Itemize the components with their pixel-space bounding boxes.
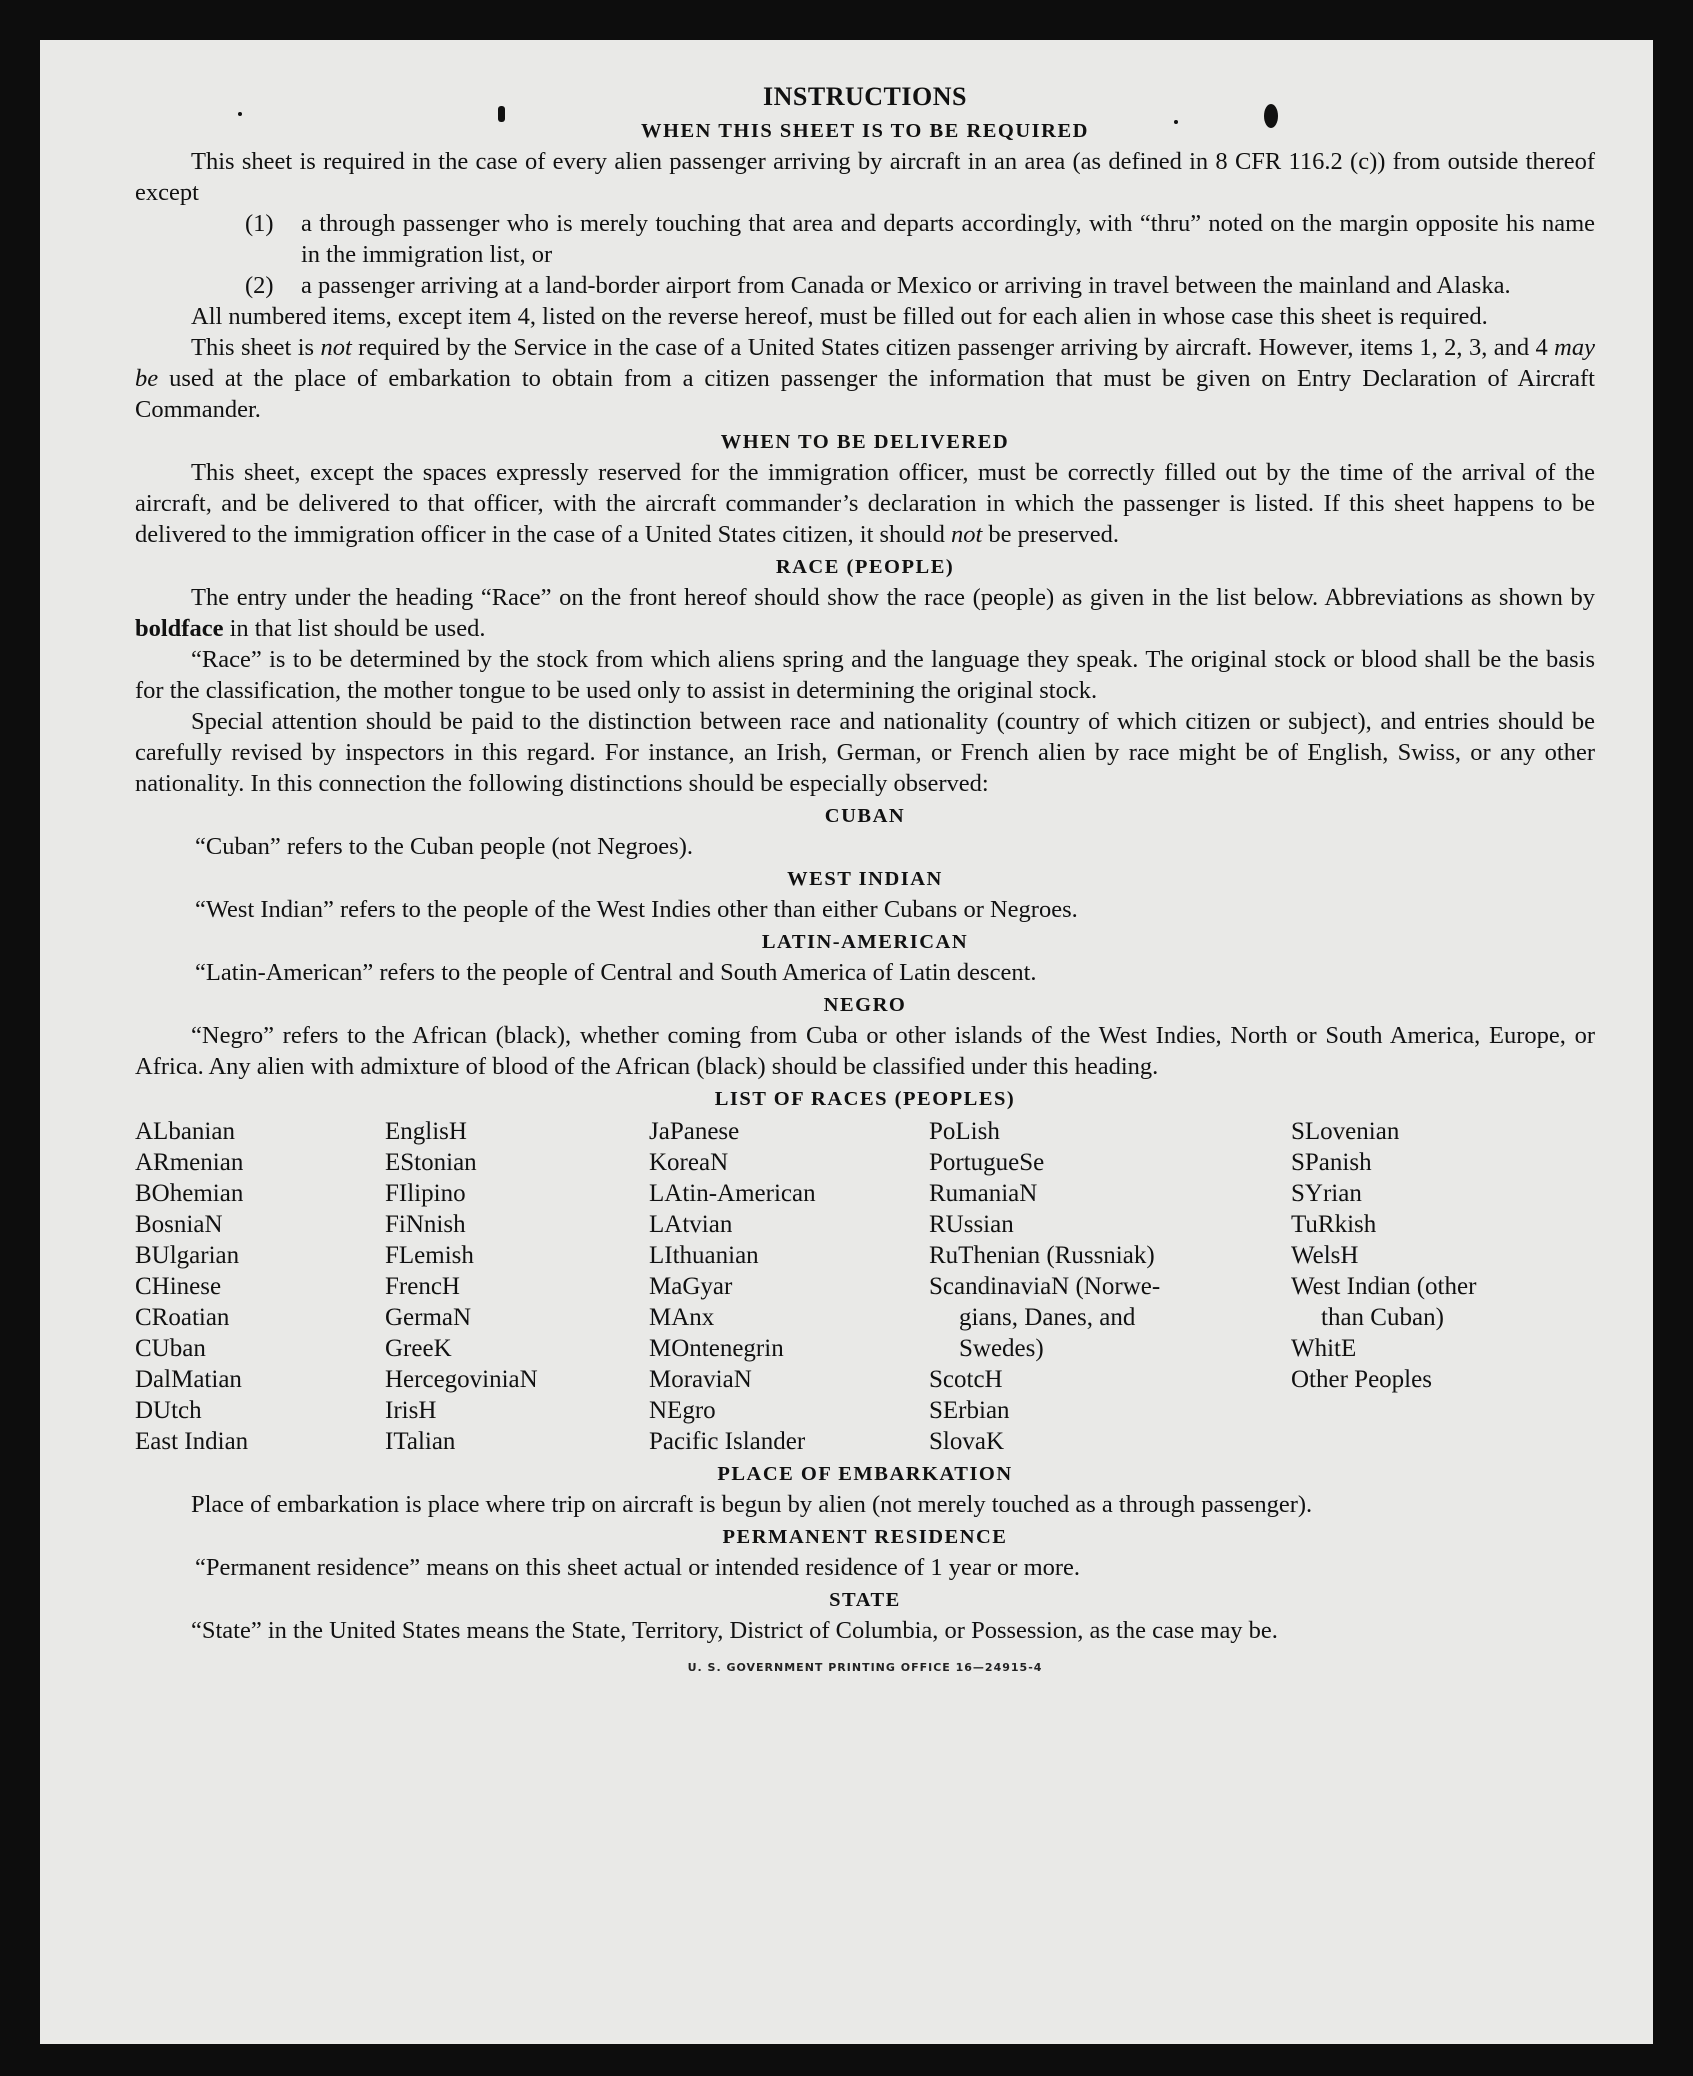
cuban-definition: “Cuban” refers to the Cuban people (not Negroes). [195, 833, 693, 860]
race-entry: CUban [135, 1335, 206, 1362]
race-entry: FiNnish [385, 1211, 466, 1238]
delivery-paragraph: This sheet, except the spaces expressly reserved for the immigration officer, must be correctly filled out by the time of the arrival of the aircraft, and be delivered to that officer, with the aircraft commander’s declaration in which the passenger is listed. If this sheet happens to be delivered to the immigration officer in the case of a United States citizen, it should not be preserved. [135, 459, 1595, 548]
race-entry: RumaniaN [929, 1180, 1038, 1207]
race-entry: LAtvian [649, 1211, 733, 1238]
heading-when-delivered: WHEN TO BE DELIVERED [720, 431, 1010, 453]
race-entry: Pacific Islander [649, 1428, 806, 1455]
item-text: a passenger arriving at a land-border airport from Canada or Mexico or arriving in travel between the mainland and Alaska. [301, 272, 1511, 299]
race-entry: EStonian [385, 1149, 477, 1176]
race-entry: GreeK [385, 1335, 452, 1362]
race-entry: MoraviaN [649, 1366, 752, 1393]
latin-american-definition: “Latin-American” refers to the people of Central and South America of Latin descent. [195, 959, 1037, 986]
page-title: INSTRUCTIONS [763, 82, 967, 111]
race-entry: RuThenian (Russniak) [929, 1242, 1155, 1269]
printer-imprint: U. S. GOVERNMENT PRINTING OFFICE 16—24915-4 [687, 1661, 1043, 1674]
document-sheet [40, 40, 1653, 2044]
race-entry: SErbian [929, 1397, 1010, 1424]
west-indian-definition: “West Indian” refers to the people of the West Indies other than either Cubans or Negroes. [195, 896, 1078, 923]
heading-west-indian: WEST INDIAN [787, 868, 943, 890]
race-entry: SlovaK [929, 1428, 1004, 1455]
race-entry: ScandinaviaN (Norwe- [929, 1273, 1161, 1300]
race-entry: PoLish [929, 1118, 1000, 1145]
race-entry: EnglisH [385, 1118, 467, 1145]
document-content [135, 80, 1595, 1683]
races-column-2 [385, 1116, 649, 1457]
numbered-items-paragraph: All numbered items, except item 4, listed on the reverse hereof, must be filled out for each alien in whose case this sheet is required. [191, 303, 1488, 330]
races-column-3 [649, 1116, 929, 1457]
race-entry: ITalian [385, 1428, 456, 1455]
race-entry: CHinese [135, 1273, 222, 1300]
race-entry: TuRkish [1291, 1211, 1377, 1238]
heading-negro: NEGRO [823, 994, 907, 1016]
race-entry: GermaN [385, 1304, 472, 1331]
race-paragraph-1: The entry under the heading “Race” on the front hereof should show the race (people) as given in the list below. Abbreviations as shown by boldface in that list should be used. [135, 584, 1595, 642]
race-entry: JaPanese [649, 1118, 740, 1145]
race-entry: LAtin-American [649, 1180, 816, 1207]
race-entry: RUssian [929, 1211, 1014, 1238]
race-entry: CRoatian [135, 1304, 230, 1331]
heading-when-required: WHEN THIS SHEET IS TO BE REQUIRED [641, 120, 1089, 142]
race-entry: NEgro [649, 1397, 716, 1424]
embarkation-definition: Place of embarkation is place where trip on aircraft is begun by alien (not merely touched as a through passenger). [191, 1491, 1313, 1518]
race-entry: LIthuanian [649, 1242, 759, 1269]
races-column-4 [929, 1116, 1291, 1457]
intro-paragraph: This sheet is required in the case of every alien passenger arriving by aircraft in an area (as defined in 8 CFR 116.2 (c)) from outside thereof except [135, 148, 1595, 206]
item-number: (2) [245, 272, 274, 299]
item-number: (1) [245, 210, 274, 237]
race-entry: MOntenegrin [649, 1335, 784, 1362]
race-entry: MAnx [649, 1304, 715, 1331]
heading-cuban: CUBAN [824, 805, 906, 827]
heading-latin-american: LATIN-AMERICAN [761, 931, 969, 953]
race-entry: West Indian (other [1291, 1273, 1477, 1300]
race-entry: Other Peoples [1291, 1366, 1432, 1393]
race-entry: WelsH [1291, 1242, 1359, 1269]
races-column-1 [135, 1116, 385, 1457]
race-entry: DalMatian [135, 1366, 242, 1393]
citizen-paragraph: This sheet is not required by the Service in the case of a United States citizen passenger arriving by aircraft. However, items 1, 2, 3, and 4 may be used at the place of embarkation to obtain from a citizen passenger the information that must be given on Entry Declaration of Aircraft Commander. [135, 334, 1595, 423]
race-entry: BOhemian [135, 1180, 244, 1207]
race-entry: SPanish [1291, 1149, 1372, 1176]
emphasis-not: not [950, 521, 983, 548]
state-definition: “State” in the United States means the State, Territory, District of Columbia, or Possession, as the case may be. [191, 1617, 1278, 1644]
race-entry: FrencH [385, 1273, 460, 1300]
race-entry: BosniaN [135, 1211, 223, 1238]
race-entry: BUlgarian [135, 1242, 240, 1269]
item-text: a through passenger who is merely touching that area and departs accordingly, with “thru” noted on the margin opposite his name in the immigration list, or [301, 210, 1595, 268]
race-entry: WhitE [1291, 1335, 1357, 1362]
race-entry: SLovenian [1291, 1118, 1400, 1145]
emphasis-boldface: boldface [135, 615, 224, 642]
residence-definition: “Permanent residence” means on this sheet actual or intended residence of 1 year or more. [195, 1554, 1081, 1581]
negro-definition: “Negro” refers to the African (black), whether coming from Cuba or other islands of the West Indies, North or South America, Europe, or Africa. Any alien with admixture of blood of the African (black) should be classified under this heading. [135, 1022, 1595, 1080]
race-entry: KoreaN [649, 1149, 729, 1176]
emphasis-may-be: may be [135, 334, 1595, 392]
heading-list-of-races: LIST OF RACES (PEOPLES) [714, 1088, 1016, 1110]
race-paragraph-3: Special attention should be paid to the distinction between race and nationality (country of which citizen or subject), and entries should be carefully revised by inspectors in this regard. For instance, an Irish, German, or French alien by race might be of English, Swiss, or any other nationality. In this connection the following distinctions should be especially observed: [135, 708, 1595, 797]
heading-race: RACE (PEOPLE) [775, 556, 955, 578]
race-entry-continuation: than Cuban) [1321, 1304, 1444, 1331]
race-entry: PortugueSe [929, 1149, 1045, 1176]
races-column-5 [1291, 1116, 1551, 1457]
race-entry: ARmenian [135, 1149, 244, 1176]
exception-item-1 [245, 208, 1595, 270]
race-entry-continuation: Swedes) [959, 1335, 1044, 1362]
race-entry: HercegoviniaN [385, 1366, 538, 1393]
race-entry: MaGyar [649, 1273, 733, 1300]
race-entry: FIlipino [385, 1180, 466, 1207]
race-paragraph-2: “Race” is to be determined by the stock from which aliens spring and the language they speak. The original stock or blood shall be the basis for the classification, the mother tongue to be used only to assist in determining the original stock. [135, 646, 1595, 704]
heading-state: STATE [829, 1589, 901, 1611]
race-entry: East Indian [135, 1428, 249, 1455]
emphasis-not: not [320, 334, 352, 361]
race-entry: IrisH [385, 1397, 437, 1424]
heading-embarkation: PLACE OF EMBARKATION [717, 1463, 1013, 1485]
race-entry: ALbanian [135, 1118, 235, 1145]
races-list [135, 1116, 1595, 1457]
exception-item-2 [245, 270, 1595, 301]
race-entry: ScotcH [929, 1366, 1003, 1393]
race-entry-continuation: gians, Danes, and [959, 1304, 1136, 1331]
race-entry: DUtch [135, 1397, 202, 1424]
heading-permanent-residence: PERMANENT RESIDENCE [722, 1526, 1008, 1548]
race-entry: SYrian [1291, 1180, 1362, 1207]
race-entry: FLemish [385, 1242, 474, 1269]
